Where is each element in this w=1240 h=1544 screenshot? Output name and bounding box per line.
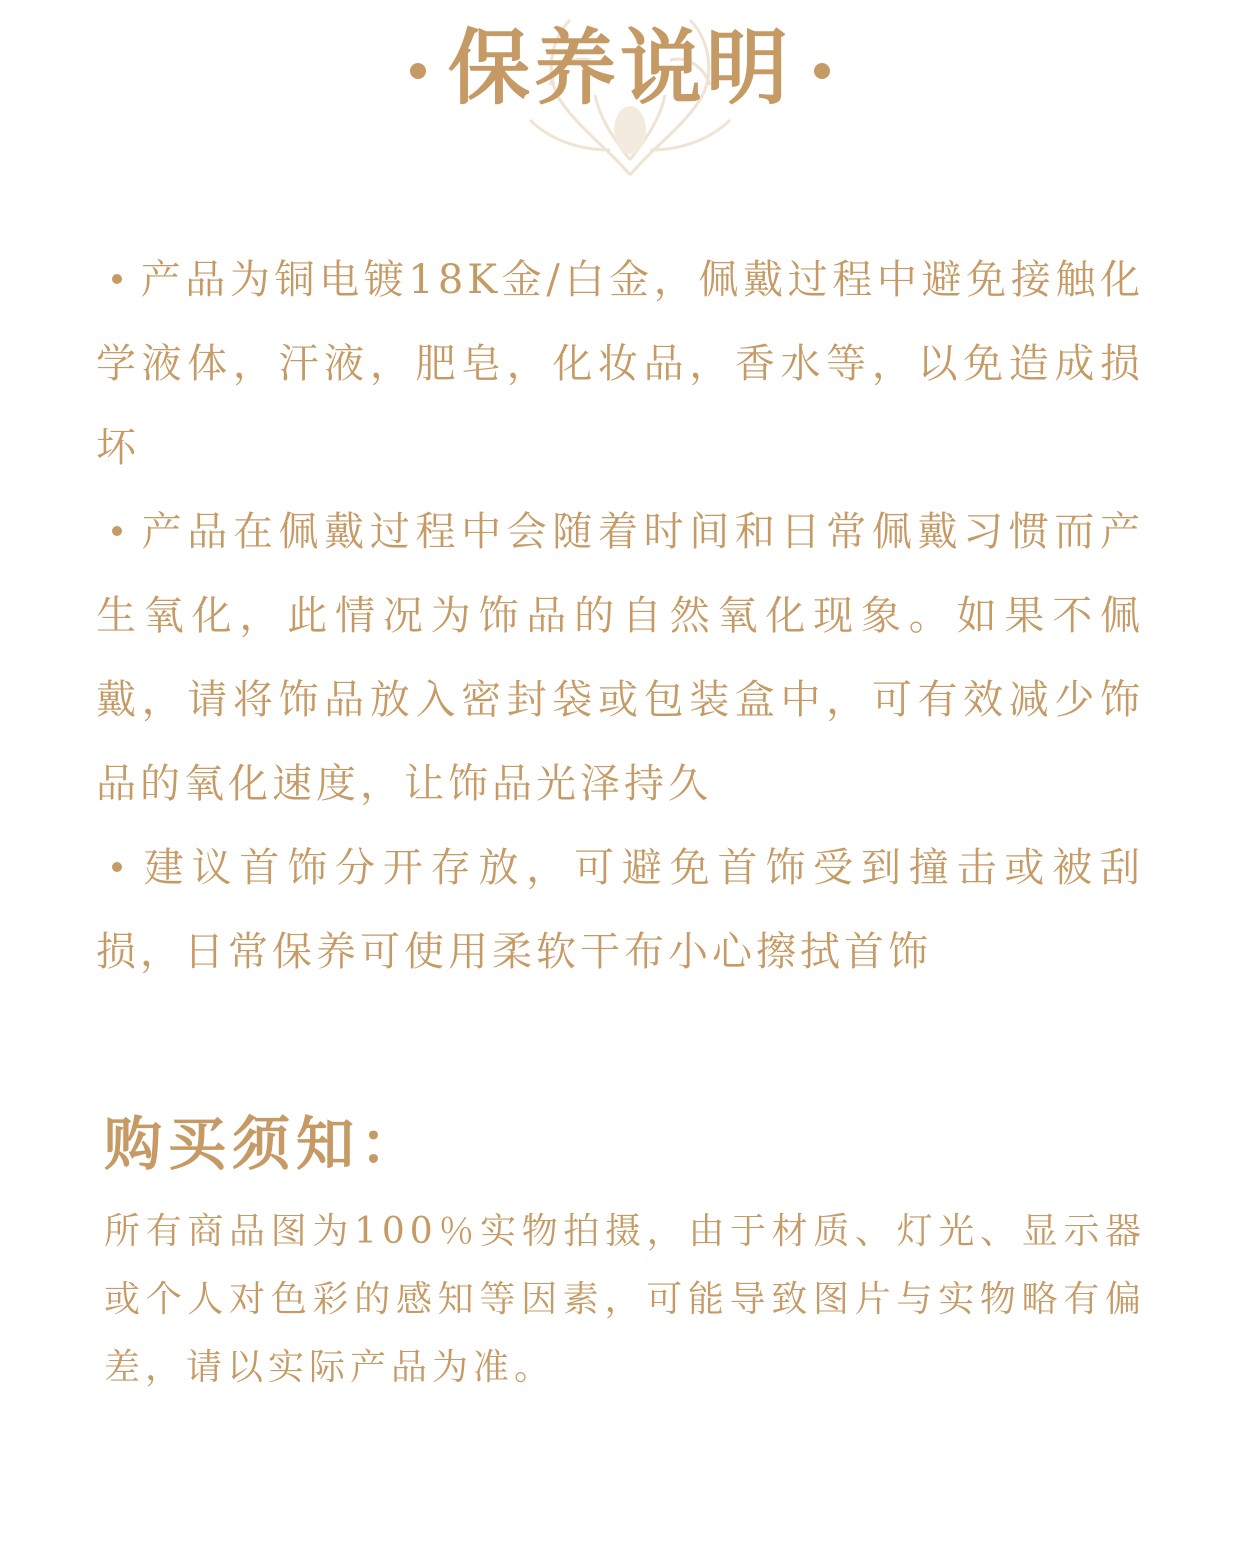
care-item-text: 建议首饰分开存放，可避免首饰受到撞击或被刮损，日常保养可使用柔软干布小心擦拭首饰 bbox=[96, 845, 1144, 975]
care-item-text: 产品在佩戴过程中会随着时间和日常佩戴习惯而产生氧化，此情况为饰品的自然氧化现象。如果不佩戴，请将饰品放入密封袋或包装盒中，可有效减少饰品的氧化速度，让饰品光泽持久 bbox=[96, 509, 1144, 807]
dot-icon bbox=[112, 526, 122, 536]
dot-icon bbox=[410, 63, 426, 79]
page-title: 保养说明 bbox=[447, 20, 792, 116]
dot-icon bbox=[814, 63, 830, 79]
dot-icon bbox=[112, 862, 122, 872]
purchase-notice-body bbox=[104, 1198, 1146, 1402]
care-item bbox=[96, 490, 1144, 826]
purchase-notice-text: 所有商品图为100％实物拍摄，由于材质、灯光、显示器或个人对色彩的感知等因素，可能导致图片与实物略有偏差，请以实际产品为准。 bbox=[104, 1211, 1146, 1388]
care-item bbox=[96, 826, 1144, 994]
care-item-text: 产品为铜电镀18K金/白金，佩戴过程中避免接触化学液体，汗液，肥皂，化妆品，香水等，以免造成损坏 bbox=[96, 257, 1144, 471]
purchase-notice-title: 购买须知： bbox=[104, 1110, 425, 1178]
dot-icon bbox=[112, 274, 122, 284]
care-item bbox=[96, 238, 1144, 490]
care-instructions-header bbox=[0, 18, 1240, 118]
care-instructions-list bbox=[96, 238, 1144, 994]
